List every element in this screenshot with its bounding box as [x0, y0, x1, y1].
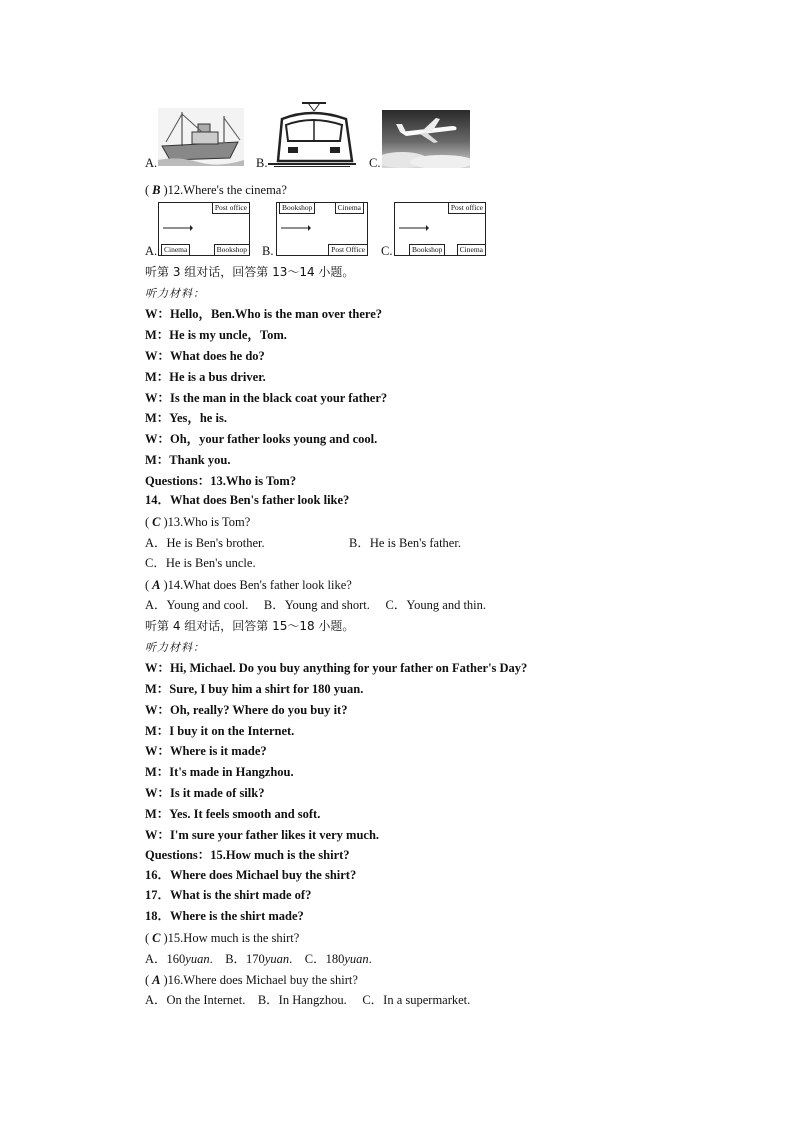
dialog-line: W：I'm sure your father likes it very much.: [145, 828, 380, 842]
group-4-material-label: 听力材料：: [145, 641, 205, 654]
map-c-cinema: Cinema: [457, 244, 486, 256]
map-a-cinema: Cinema: [161, 244, 190, 256]
q14-options: A．Young and cool. B．Young and short. C．Young and thin.: [145, 598, 487, 612]
dialog-line: W：Hello，Ben.Who is the man over there?: [145, 307, 383, 321]
group-3-heading: 听第 3 组对话，回答第 13～14 小题。: [145, 265, 355, 279]
arrow-right-icon: [281, 225, 311, 231]
arrow-right-icon: [163, 225, 193, 231]
question-14: ( A )14.What does Ben's father look like?: [145, 578, 352, 592]
q15-options: A．160yuan. B．170yuan. C．180yuan.: [145, 952, 372, 966]
picture-option-c-label: C.: [369, 156, 381, 170]
picture-option-b-label: B.: [256, 156, 268, 170]
group-4-heading: 听第 4 组对话，回答第 15～18 小题。: [145, 619, 355, 633]
dialog-line: M：Sure, I buy him a shirt for 180 yuan.: [145, 682, 364, 696]
answer-16: A: [152, 973, 161, 987]
dialog-line: W：Oh, really? Where do you buy it?: [145, 703, 348, 717]
answer-15: C: [152, 931, 161, 945]
questions-line: Questions：13.Who is Tom?: [145, 474, 297, 488]
dialog-line: W：Hi, Michael. Do you buy anything for your father on Father's Day?: [145, 661, 528, 675]
dialog-line: W：Is it made of silk?: [145, 786, 265, 800]
dialog-line: M：I buy it on the Internet.: [145, 724, 295, 738]
questions-line: 17．What is the shirt made of?: [145, 888, 312, 902]
dialog-line: W：What does he do?: [145, 349, 265, 363]
boat-picture: [158, 108, 244, 166]
dialog-line: M：Thank you.: [145, 453, 231, 467]
questions-line: 18．Where is the shirt made?: [145, 909, 304, 923]
arrow-right-icon: [399, 225, 429, 231]
map-a-post-office: Post office: [212, 202, 250, 214]
map-option-b: [276, 202, 368, 256]
map-option-c: [394, 202, 486, 256]
dialog-line: W：Where is it made?: [145, 744, 267, 758]
airplane-picture: [382, 110, 470, 168]
question-16: ( A )16.Where does Michael buy the shirt?: [145, 973, 358, 987]
dialog-line: M：He is a bus driver.: [145, 370, 266, 384]
map-a-bookshop: Bookshop: [214, 244, 250, 256]
dialog-line: M：It's made in Hangzhou.: [145, 765, 294, 779]
map-option-a: [158, 202, 250, 256]
dialog-line: W：Oh，your father looks young and cool.: [145, 432, 378, 446]
question-15: ( C )15.How much is the shirt?: [145, 931, 300, 945]
dialog-line: M：Yes. It feels smooth and soft.: [145, 807, 321, 821]
map-c-bookshop: Bookshop: [409, 244, 445, 256]
q16-options: A．On the Internet. B．In Hangzhou. C．In a supermarket.: [145, 993, 471, 1007]
dialog-line: M：Yes，he is.: [145, 411, 227, 425]
questions-line: 14．What does Ben's father look like?: [145, 493, 350, 507]
map-b-post-office: Post Office: [328, 244, 368, 256]
question-12: ( B )12.Where's the cinema?: [145, 183, 287, 197]
map-option-c-label: C.: [381, 244, 393, 258]
questions-line: Questions：15.How much is the shirt?: [145, 848, 350, 862]
answer-13: C: [152, 515, 161, 529]
map-option-a-label: A.: [145, 244, 158, 258]
dialog-line: W：Is the man in the black coat your father?: [145, 391, 388, 405]
answer-12: B: [152, 183, 161, 197]
q13-option-c: C．He is Ben's uncle.: [145, 556, 256, 570]
map-c-post-office: Post office: [448, 202, 486, 214]
q13-option-a: A．He is Ben's brother.: [145, 536, 265, 550]
question-13: ( C )13.Who is Tom?: [145, 515, 251, 529]
answer-14: A: [152, 578, 161, 592]
dialog-line: M：He is my uncle，Tom.: [145, 328, 287, 342]
group-3-material-label: 听力材料：: [145, 287, 205, 300]
map-option-b-label: B.: [262, 244, 274, 258]
map-b-bookshop: Bookshop: [279, 202, 315, 214]
picture-option-a-label: A.: [145, 156, 158, 170]
map-b-cinema: Cinema: [335, 202, 364, 214]
questions-line: 16．Where does Michael buy the shirt?: [145, 868, 357, 882]
train-picture: [268, 101, 356, 167]
q13-option-b: B．He is Ben's father.: [349, 536, 461, 550]
